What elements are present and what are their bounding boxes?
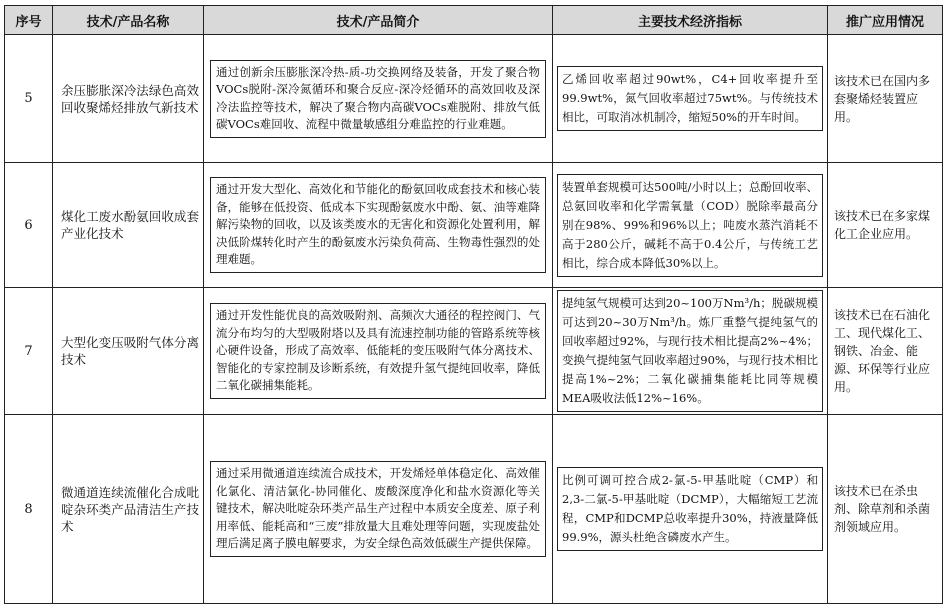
row-number: 8 <box>5 415 53 604</box>
header-intro: 技术/产品简介 <box>204 6 553 35</box>
row-application: 该技术已在国内多套聚烯烃装置应用。 <box>828 35 943 163</box>
indicator-text: 提纯氢气规模可达到20~100万Nm³/h；脱碳规模可达到20~30万Nm³/h。炼厂重整气提纯氢气的回收率超过92%，与现行技术相比提高2%~4%；变换气提纯氢气回收率超过90%，与现行技术相比提高1%~2%；二氧化碳捕集能耗比同等规模MEA吸收法低12%~16%。 <box>557 290 823 412</box>
technology-table <box>4 5 943 604</box>
intro-text: 通过开发大型化、高效化和节能化的酚氨回收成套技术和核心装备，能够在低投资、低成本下实现酚氨废水中酚、氨、油等难降解污染物的回收，以及该类废水的无害化和资源化处置利用，解决低阶煤转化时产生的酚氨废水污染负荷高、生物毒性强烈的处理难题。 <box>210 177 546 273</box>
row-number: 6 <box>5 163 53 288</box>
row-application: 该技术已在杀虫剂、除草剂和杀菌剂领域应用。 <box>828 415 943 604</box>
header-indicator: 主要技术经济指标 <box>553 6 828 35</box>
table-row <box>5 35 943 163</box>
row-indicator <box>553 35 828 163</box>
row-name: 微通道连续流催化合成吡啶杂环类产品清洁生产技术 <box>53 415 204 604</box>
row-name: 煤化工废水酚氨回收成套产业化技术 <box>53 163 204 288</box>
table-row <box>5 163 943 288</box>
row-application: 该技术已在石油化工、现代煤化工、钢铁、冶金、能源、环保等行业应用。 <box>828 288 943 415</box>
intro-text: 通过创新余压膨胀深冷热-质-功交换网络及装备，开发了聚合物VOCs脱附-深冷氮循环和聚合反应-深冷烃循环的高效回收及深冷法监控等技术，解决了聚合物内高碳VOCs难脱附、排放气低碳VOCs难回收、流程中微量敏感组分难监控的行业难题。 <box>210 60 546 138</box>
intro-text: 通过采用微通道连续流合成技术，开发烯烃单体稳定化、高效催化氯化、清洁氯化-协同催化、废酸深度净化和盐水资源化等关键技术，解决吡啶杂环类产品生产过程中本质安全度差、原子利用率低、能耗高和“三废”排放量大且难处理等问题，实现废盐处理后满足离子膜电解要求，为安全绿色高效低碳生产提供保障。 <box>210 461 546 557</box>
row-name: 余压膨胀深冷法绿色高效回收聚烯烃排放气新技术 <box>53 35 204 163</box>
row-intro <box>204 163 553 288</box>
row-intro <box>204 288 553 415</box>
row-number: 5 <box>5 35 53 163</box>
row-indicator <box>553 288 828 415</box>
indicator-text: 装置单套规模可达500吨/小时以上；总酚回收率、总氨回收率和化学需氧量（COD）脱除率最高分别在98%、99%和96%以上；吨废水蒸汽消耗不高于280公斤，碱耗不高于0.4公斤，与传统工艺相比，综合成本降低30%以上。 <box>557 174 823 277</box>
row-name: 大型化变压吸附气体分离技术 <box>53 288 204 415</box>
table-header-row <box>5 6 943 35</box>
header-application: 推广应用情况 <box>828 6 943 35</box>
header-no: 序号 <box>5 6 53 35</box>
row-intro <box>204 35 553 163</box>
row-number: 7 <box>5 288 53 415</box>
table-row <box>5 288 943 415</box>
row-intro <box>204 415 553 604</box>
table-row <box>5 415 943 604</box>
row-indicator <box>553 415 828 604</box>
row-indicator <box>553 163 828 288</box>
intro-text: 通过开发性能优良的高效吸附剂、高频次大通径的程控阀门、气流分布均匀的大型吸附塔以及具有流速控制功能的管路系统等核心硬件设备，形成了高效率、低能耗的变压吸附气体分离技术、智能化的专家控制及诊断系统，有效提升氢气提纯回收率，降低二氧化碳捕集能耗。 <box>210 303 546 399</box>
indicator-text: 乙烯回收率超过90wt%，C4+回收率提升至99.9wt%，氮气回收率超过75wt%。与传统技术相比，可取消冰机制冷，缩短50%的开车时间。 <box>557 66 823 131</box>
row-application: 该技术已在多家煤化工企业应用。 <box>828 163 943 288</box>
header-name: 技术/产品名称 <box>53 6 204 35</box>
indicator-text: 比例可调可控合成2-氯-5-甲基吡啶（CMP）和2,3-二氯-5-甲基吡啶（DCMP），大幅缩短工艺流程，CMP和DCMP总收率提升30%，持液量降低99.9%，源头杜绝含磷废水产生。 <box>557 467 823 551</box>
